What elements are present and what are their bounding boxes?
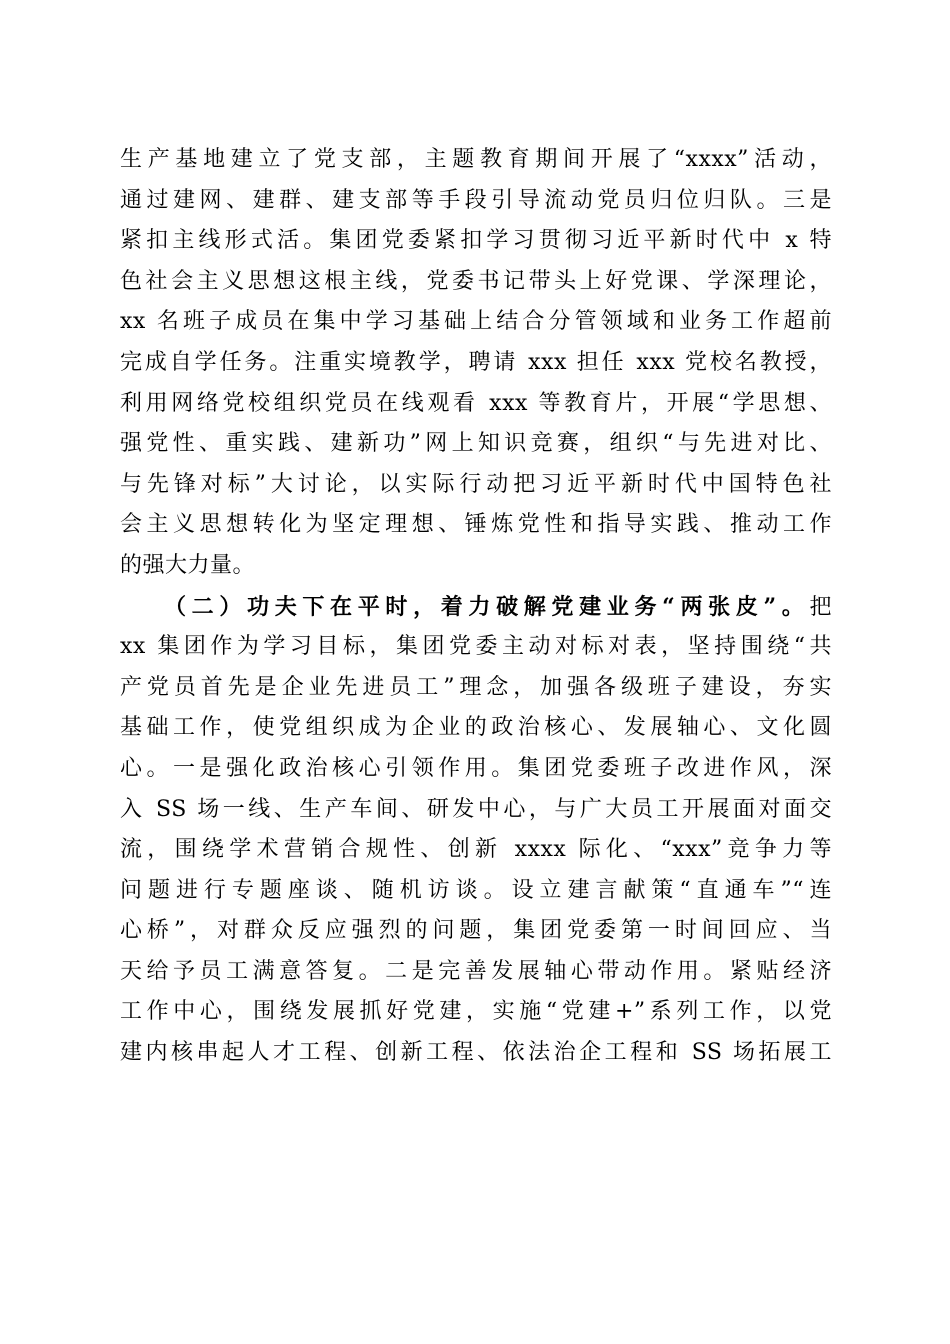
body-text	[120, 140, 832, 1074]
text-line: 利用网络党校组织党员在线观看 xxx 等教育片，开展“学思想、	[120, 390, 832, 416]
text-line: 完成自学任务。注重实境教学，聘请 xxx 担任 xxx 党校名教授，	[120, 349, 832, 375]
paragraph-1	[120, 140, 832, 587]
text-line: 问题进行专题座谈、随机访谈。设立建言献策“直通车”“连	[120, 877, 832, 903]
text-line: 入 SS 场一线、生产车间、研发中心，与广大员工开展面对面交	[120, 796, 832, 822]
text-line: 建内核串起人才工程、创新工程、依法治企工程和 SS 场拓展工	[120, 1040, 832, 1066]
text-line: 心桥”，对群众反应强烈的问题，集团党委第一时间回应、当	[120, 918, 832, 944]
heading-line-rest: 把	[809, 594, 832, 620]
paragraph-2	[120, 587, 832, 1074]
text-line: 流，围绕学术营销合规性、创新 xxxx 际化、“xxx”竞争力等	[120, 837, 832, 863]
text-line: 与先锋对标”大讨论，以实际行动把习近平新时代中国特色社	[120, 471, 832, 497]
text-line: 色社会主义思想这根主线，党委书记带头上好党课、学深理论，	[120, 268, 832, 294]
text-line: 基础工作，使党组织成为企业的政治核心、发展轴心、文化圆	[120, 715, 832, 741]
text-line: 工作中心，围绕发展抓好党建，实施“党建+”系列工作，以党	[120, 999, 832, 1025]
section-heading: （二）功夫下在平时，着力破解党建业务“两张皮”。	[164, 593, 810, 620]
text-line: 通过建网、建群、建支部等手段引导流动党员归位归队。三是	[120, 187, 832, 213]
text-line: 的强大力量。	[120, 552, 256, 578]
text-line: 产党员首先是企业先进员工”理念，加强各级班子建设，夯实	[120, 674, 832, 700]
text-line: 心。一是强化政治核心引领作用。集团党委班子改进作风，深	[120, 755, 832, 781]
section-heading-line	[120, 587, 832, 628]
text-line: 紧扣主线形式活。集团党委紧扣学习贯彻习近平新时代中 x 特	[120, 228, 832, 254]
text-line: 生产基地建立了党支部，主题教育期间开展了“xxxx”活动，	[120, 147, 832, 172]
text-line: xx 集团作为学习目标，集团党委主动对标对表，坚持围绕“共	[120, 634, 832, 660]
text-line: 会主义思想转化为坚定理想、锤炼党性和指导实践、推动工作	[120, 512, 832, 538]
text-line: 强党性、重实践、建新功”网上知识竞赛，组织“与先进对比、	[120, 431, 832, 457]
text-line: xx 名班子成员在集中学习基础上结合分管领域和业务工作超前	[120, 309, 832, 335]
text-line: 天给予员工满意答复。二是完善发展轴心带动作用。紧贴经济	[120, 958, 832, 984]
